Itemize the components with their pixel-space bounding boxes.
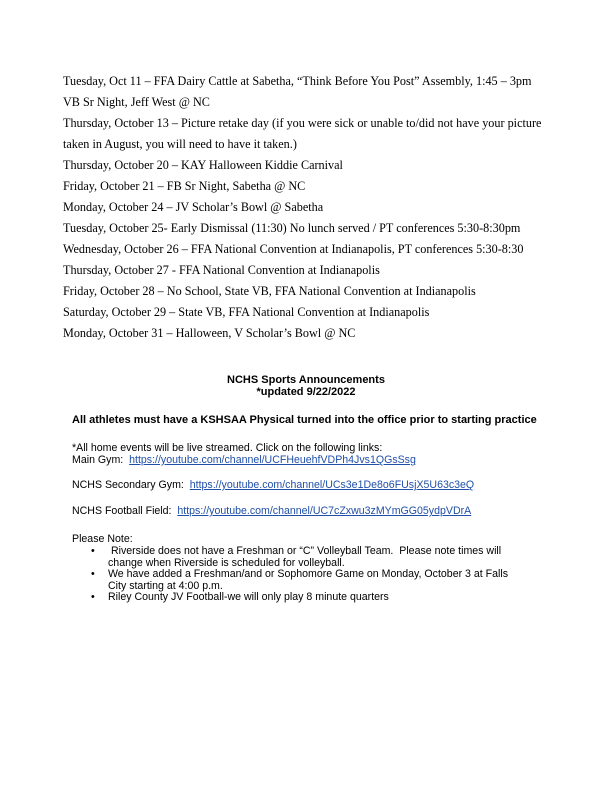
main-gym-link-row (72, 454, 416, 466)
bullet-icon: • (91, 545, 95, 557)
football-field-link-row (72, 505, 471, 517)
sports-title: NCHS Sports Announcements (227, 374, 385, 386)
stream-note-text: *All home events will be live streamed. Click on the following links: (72, 442, 383, 454)
list-item (91, 546, 541, 569)
list-item (91, 569, 541, 592)
event-line: Thursday, October 13 – Picture retake day (if you were sick or unable to/did not have your picture (63, 116, 542, 130)
event-line: Tuesday, Oct 11 – FFA Dairy Cattle at Sabetha, “Think Before You Post” Assembly, 1:45 – 3pm (63, 74, 532, 88)
note-list (91, 546, 541, 604)
event-line: Friday, October 28 – No School, State VB, FFA National Convention at Indianapolis (63, 284, 476, 298)
list-item-text: Riverside does not have a Freshman or “C” Volleyball Team. Please note times will (108, 545, 502, 557)
secondary-gym-label: NCHS Secondary Gym: (72, 479, 190, 491)
secondary-gym-link-row (72, 479, 474, 491)
physical-requirement: All athletes must have a KSHSAA Physical turned into the office prior to starting practice (72, 414, 537, 426)
please-note-heading: Please Note: (72, 533, 133, 545)
event-line: Monday, October 24 – JV Scholar’s Bowl @ Sabetha (63, 200, 324, 214)
updated-date: *updated 9/22/2022 (256, 386, 356, 398)
event-line: Tuesday, October 25- Early Dismissal (11:30) No lunch served / PT conferences 5:30-8:30pm (63, 221, 521, 235)
live-stream-note (72, 442, 416, 466)
event-calendar (63, 71, 563, 344)
list-item-text: Riley County JV Football-we will only play 8 minute quarters (108, 591, 389, 603)
bullet-icon: • (91, 591, 95, 603)
list-item-text: City starting at 4:00 p.m. (108, 579, 223, 592)
list-item-text: We have added a Freshman/and or Sophomore Game on Monday, October 3 at Falls (108, 568, 509, 580)
bullet-icon: • (91, 568, 95, 580)
list-item (91, 592, 541, 604)
secondary-gym-link[interactable]: https://youtube.com/channel/UCs3e1De8o6FUsjX5U63c3eQ (189, 479, 475, 491)
event-line: VB Sr Night, Jeff West @ NC (63, 95, 210, 109)
event-line: Thursday, October 20 – KAY Halloween Kiddie Carnival (63, 158, 343, 172)
main-gym-label: Main Gym: (72, 454, 130, 466)
list-item-text: change when Riverside is scheduled for volleyball. (108, 556, 345, 569)
football-field-link[interactable]: https://youtube.com/channel/UC7cZxwu3zMYmGG05ydpVDrA (177, 505, 472, 517)
event-line: Wednesday, October 26 – FFA National Convention at Indianapolis, PT conferences 5:30-8:30 (63, 242, 524, 256)
football-field-label: NCHS Football Field: (72, 505, 178, 517)
event-line: Friday, October 21 – FB Sr Night, Sabetha @ NC (63, 179, 306, 193)
sports-announcements (0, 374, 612, 603)
event-line: Monday, October 31 – Halloween, V Scholar’s Bowl @ NC (63, 326, 356, 340)
event-line: Thursday, October 27 - FFA National Convention at Indianapolis (63, 263, 380, 277)
event-line: Saturday, October 29 – State VB, FFA National Convention at Indianapolis (63, 305, 430, 319)
event-line: taken in August, you will need to have it taken.) (63, 137, 297, 151)
main-gym-link[interactable]: https://youtube.com/channel/UCFHeuehfVDPh4Jvs1QGsSsg (129, 454, 416, 466)
